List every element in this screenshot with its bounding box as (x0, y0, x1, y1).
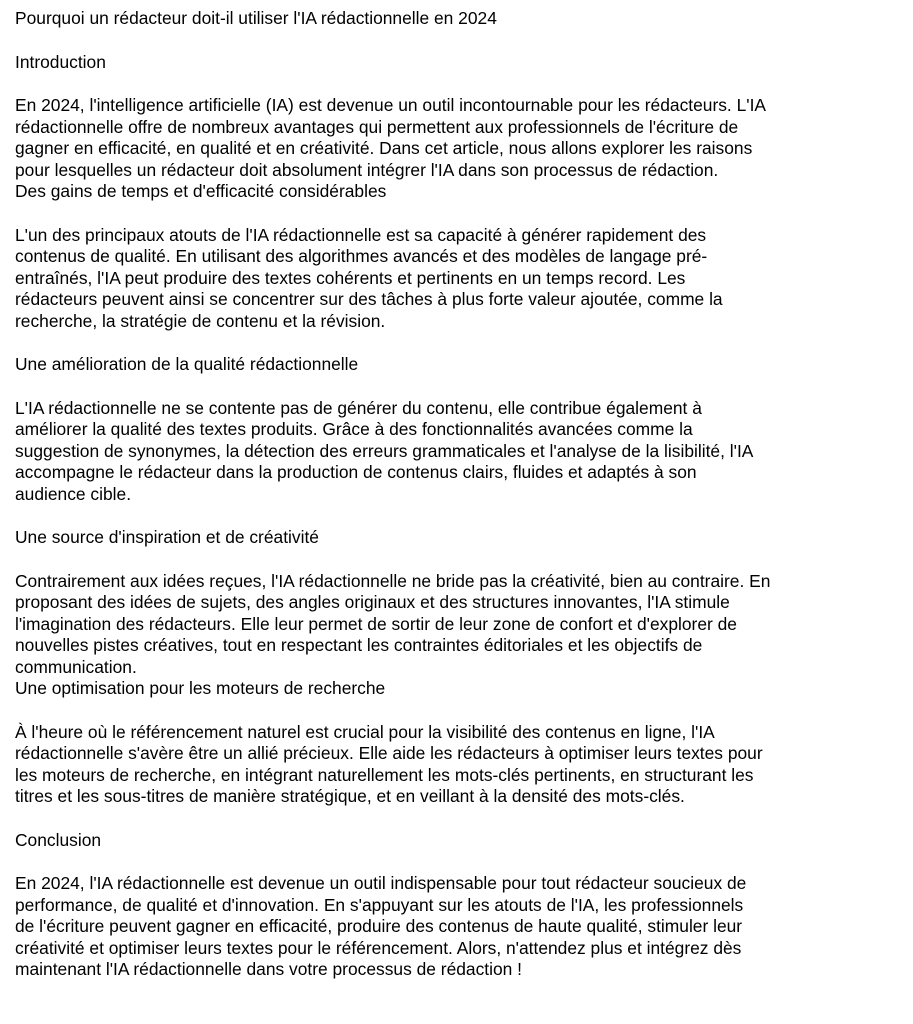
paragraph-line: contenus de qualité. En utilisant des algorithmes avancés et des modèles de langage pré- (15, 246, 708, 266)
paragraph-line: audience cible. (15, 483, 132, 504)
paragraph-line: performance, de qualité et d'innovation. En s'appuyant sur les atouts de l'IA, les professionnels (15, 894, 744, 915)
paragraph-line: L'IA rédactionnelle ne se contente pas de générer du contenu, elle contribue également à (15, 397, 702, 418)
blank-line (15, 808, 899, 830)
paragraph-line: nouvelles pistes créatives, tout en respectant les contraintes éditoriales et les objectifs de (15, 635, 703, 655)
introduction-heading: Introduction (15, 51, 106, 72)
section-paragraph-quality (15, 398, 899, 506)
paragraph-line: rédactionnelle offre de nombreux avantages qui permettent aux professionnels de l'écriture de (15, 116, 739, 137)
paragraph-line: titres et les sous-titres de manière stratégique, et en veillant à la densité des mots-clés. (15, 786, 685, 806)
section-paragraph-time-efficiency (15, 225, 899, 333)
section-heading-quality: Une amélioration de la qualité rédactionnelle (15, 354, 359, 374)
blank-line (15, 73, 899, 95)
blank-line (15, 30, 899, 52)
paragraph-line: L'un des principaux atouts de l'IA rédactionnelle est sa capacité à générer rapidement des (15, 224, 707, 245)
paragraph-line: En 2024, l'intelligence artificielle (IA) est devenue un outil incontournable pour les rédacteurs. L'IA (15, 95, 767, 115)
blank-line (15, 332, 899, 354)
introduction-paragraph (15, 95, 899, 181)
paragraph-line: gagner en efficacité, en qualité et en créativité. Dans cet article, nous allons explorer les raisons (15, 138, 753, 158)
paragraph-line: accompagne le rédacteur dans la production de contenus clairs, fluides et adaptés à son (15, 462, 697, 482)
paragraph-line: entraînés, l'IA peut produire des textes cohérents et pertinents en un temps record. Les (15, 267, 686, 288)
paragraph-line: communication. (15, 656, 137, 677)
paragraph-line: de l'écriture peuvent gagner en efficacité, produire des contenus de haute qualité, stimuler leur (15, 916, 743, 936)
paragraph-line: améliorer la qualité des textes produits. Grâce à des fonctionnalités avancées comme la (15, 419, 693, 439)
paragraph-line: En 2024, l'IA rédactionnelle est devenue un outil indispensable pour tout rédacteur soucieux de (15, 873, 747, 893)
blank-line (15, 549, 899, 571)
article-title: Pourquoi un rédacteur doit-il utiliser l'IA rédactionnelle en 2024 (15, 8, 497, 28)
blank-line (15, 505, 899, 527)
conclusion-paragraph (15, 873, 899, 981)
section-heading-time-efficiency: Des gains de temps et d'efficacité considérables (15, 181, 387, 201)
paragraph-line: À l'heure où le référencement naturel est crucial pour la visibilité des contenus en ligne, l'IA (15, 721, 715, 742)
section-paragraph-creativity (15, 571, 899, 679)
blank-line (15, 376, 899, 398)
blank-line (15, 700, 899, 722)
section-paragraph-seo (15, 722, 899, 808)
paragraph-line: rédactionnelle s'avère être un allié précieux. Elle aide les rédacteurs à optimiser leurs textes pour (15, 743, 763, 763)
paragraph-line: proposant des idées de sujets, des angles originaux et des structures innovantes, l'IA stimule (15, 592, 730, 612)
paragraph-line: suggestion de synonymes, la détection des erreurs grammaticales et l'analyse de la lisibilité, l'IA (15, 440, 754, 461)
section-heading-seo: Une optimisation pour les moteurs de recherche (15, 678, 386, 698)
paragraph-line: maintenant l'IA rédactionnelle dans votre processus de rédaction ! (15, 959, 522, 979)
section-heading-creativity: Une source d'inspiration et de créativité (15, 527, 319, 547)
paragraph-line: l'imagination des rédacteurs. Elle leur permet de sortir de leur zone de confort et d'explorer de (15, 613, 737, 634)
paragraph-line: les moteurs de recherche, en intégrant naturellement les mots-clés pertinents, en structurant les (15, 764, 754, 785)
blank-line (15, 851, 899, 873)
conclusion-heading: Conclusion (15, 829, 102, 850)
paragraph-line: Contrairement aux idées reçues, l'IA rédactionnelle ne bride pas la créativité, bien au contraire. En (15, 570, 771, 591)
paragraph-line: recherche, la stratégie de contenu et la révision. (15, 310, 386, 331)
paragraph-line: pour lesquelles un rédacteur doit absolument intégrer l'IA dans son processus de rédaction. (15, 159, 719, 180)
paragraph-line: rédacteurs peuvent ainsi se concentrer sur des tâches à plus forte valeur ajoutée, comme la (15, 289, 723, 309)
paragraph-line: créativité et optimiser leurs textes pour le référencement. Alors, n'attendez plus et intégrez dès (15, 937, 742, 958)
blank-line (15, 203, 899, 225)
